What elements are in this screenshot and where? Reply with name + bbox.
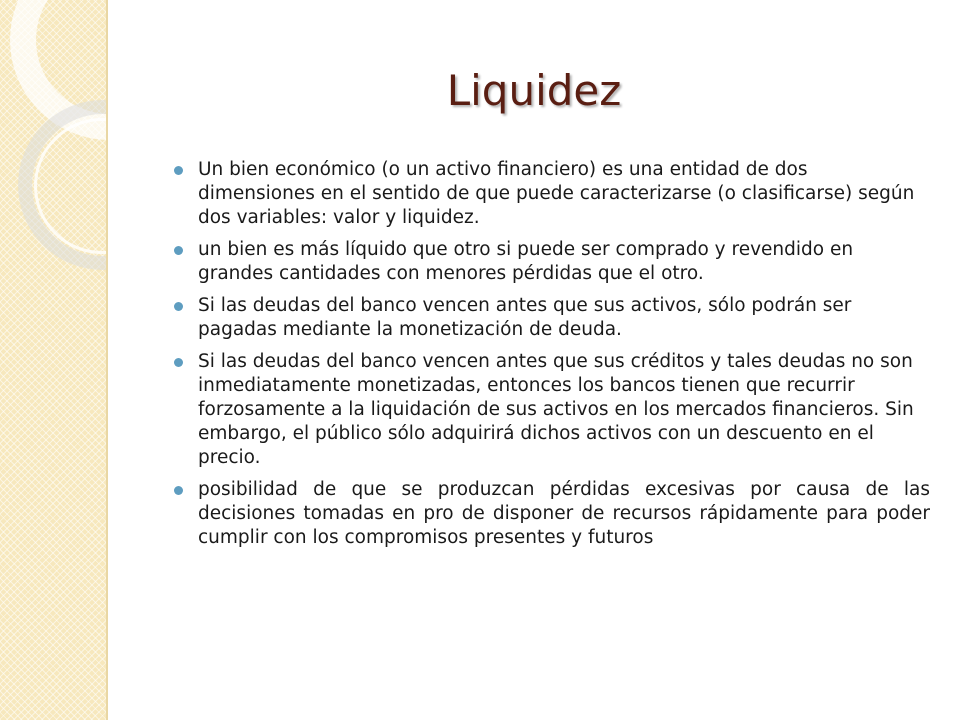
bullet-list <box>174 158 930 558</box>
bullet-dot-icon <box>174 358 183 367</box>
bullet-item <box>174 294 930 342</box>
bullet-text: un bien es más líquido que otro si puede ser comprado y revendido en grandes cantidades con menores pérdidas que el otro. <box>198 239 854 284</box>
bullet-text: Si las deudas del banco vencen antes que sus activos, sólo podrán ser pagadas mediante la monetización de deuda. <box>198 295 852 340</box>
bullet-dot-icon <box>174 486 183 495</box>
bullet-text: posibilidad de que se produzcan pérdidas excesivas por causa de las decisiones tomadas en pro de disponer de recursos rápidamente para poder cumplir con los compromisos presentes y futuros <box>198 479 930 548</box>
bullet-text: Si las deudas del banco vencen antes que sus créditos y tales deudas no son inmediatamente monetizadas, entonces los bancos tienen que recurrir forzosamente a la liquidación de sus activos en los mercados financieros. Sin embargo, el público sólo adquirirá dichos activos con un descuento en el precio. <box>198 351 914 468</box>
bullet-dot-icon <box>174 302 183 311</box>
bullet-dot-icon <box>174 166 183 175</box>
bullet-item <box>174 158 930 230</box>
decorative-side-band <box>0 0 108 720</box>
bullet-dot-icon <box>174 246 183 255</box>
bullet-item <box>174 238 930 286</box>
bullet-item <box>174 478 930 550</box>
slide-title: Liquidez <box>446 66 622 115</box>
bullet-text: Un bien económico (o un activo financiero) es una entidad de dos dimensiones en el sentido de que puede caracterizarse (o clasificarse) según dos variables: valor y liquidez. <box>198 159 915 228</box>
bullet-item <box>174 350 930 470</box>
